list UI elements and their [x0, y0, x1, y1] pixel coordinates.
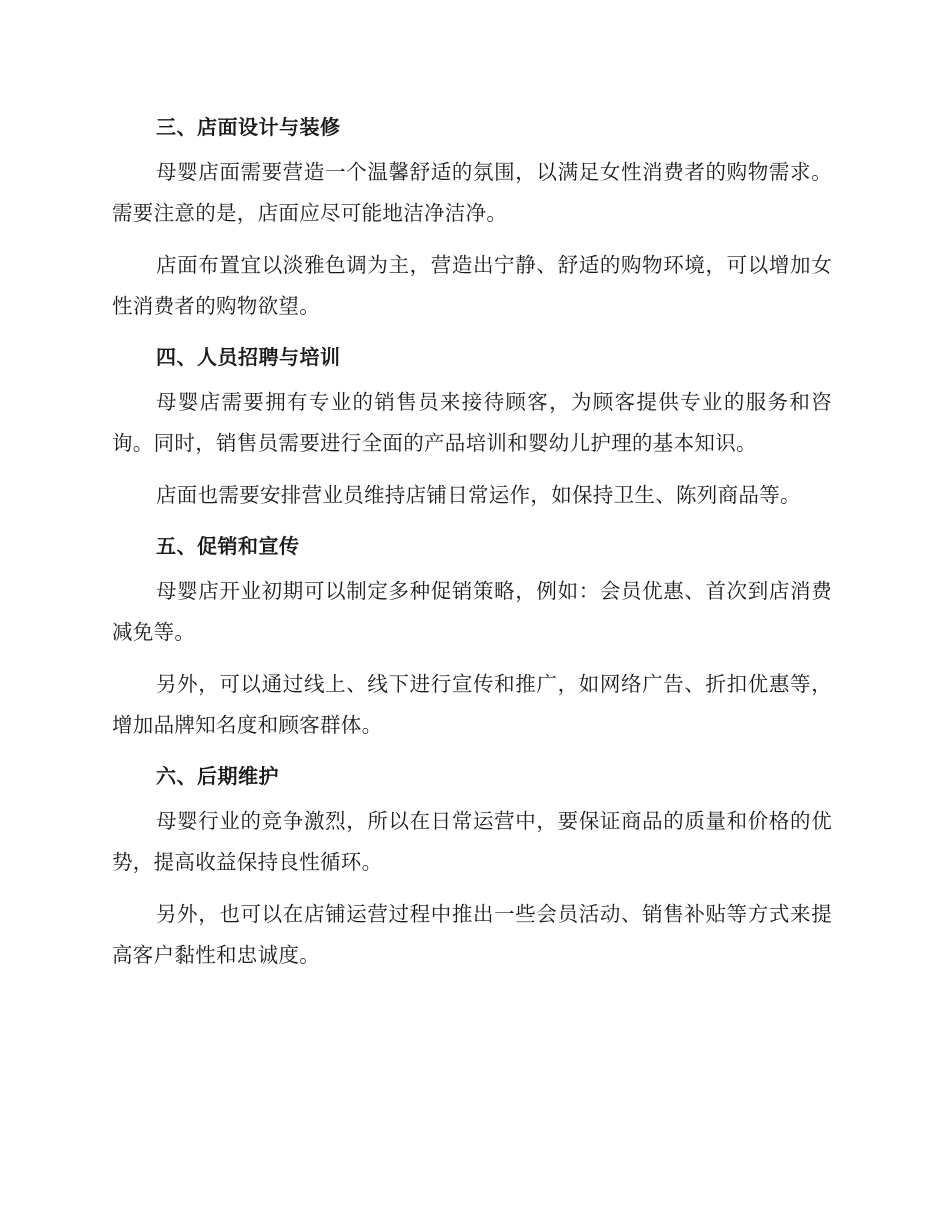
document-page [112, 108, 832, 987]
paragraph: 另外，也可以在店铺运营过程中推出一些会员活动、销售补贴等方式来提高客户黏性和忠诚度。 [112, 902, 832, 967]
section-heading-maintenance: 六、后期维护 [156, 764, 279, 788]
paragraph: 母婴店面需要营造一个温馨舒适的氛围，以满足女性消费者的购物需求。需要注意的是，店面应尽可能地洁净洁净。 [112, 160, 832, 225]
paragraph: 母婴行业的竞争激烈，所以在日常运营中，要保证商品的质量和价格的优势，提高收益保持良性循环。 [112, 809, 832, 874]
section-heading-storefront-design: 三、店面设计与装修 [156, 115, 341, 139]
section-heading-promotion: 五、促销和宣传 [156, 534, 300, 558]
paragraph: 母婴店开业初期可以制定多种促销策略，例如：会员优惠、首次到店消费减免等。 [112, 579, 832, 644]
section-heading-staff-recruitment: 四、人员招聘与培训 [156, 345, 341, 369]
paragraph: 店面也需要安排营业员维持店铺日常运作，如保持卫生、陈列商品等。 [156, 483, 801, 507]
paragraph: 另外，可以通过线上、线下进行宣传和推广，如网络广告、折扣优惠等，增加品牌知名度和顾客群体。 [112, 672, 832, 737]
paragraph: 母婴店需要拥有专业的销售员来接待顾客，为顾客提供专业的服务和咨询。同时，销售员需要进行全面的产品培训和婴幼儿护理的基本知识。 [112, 390, 832, 455]
paragraph: 店面布置宜以淡雅色调为主，营造出宁静、舒适的购物环境，可以增加女性消费者的购物欲望。 [112, 253, 832, 318]
